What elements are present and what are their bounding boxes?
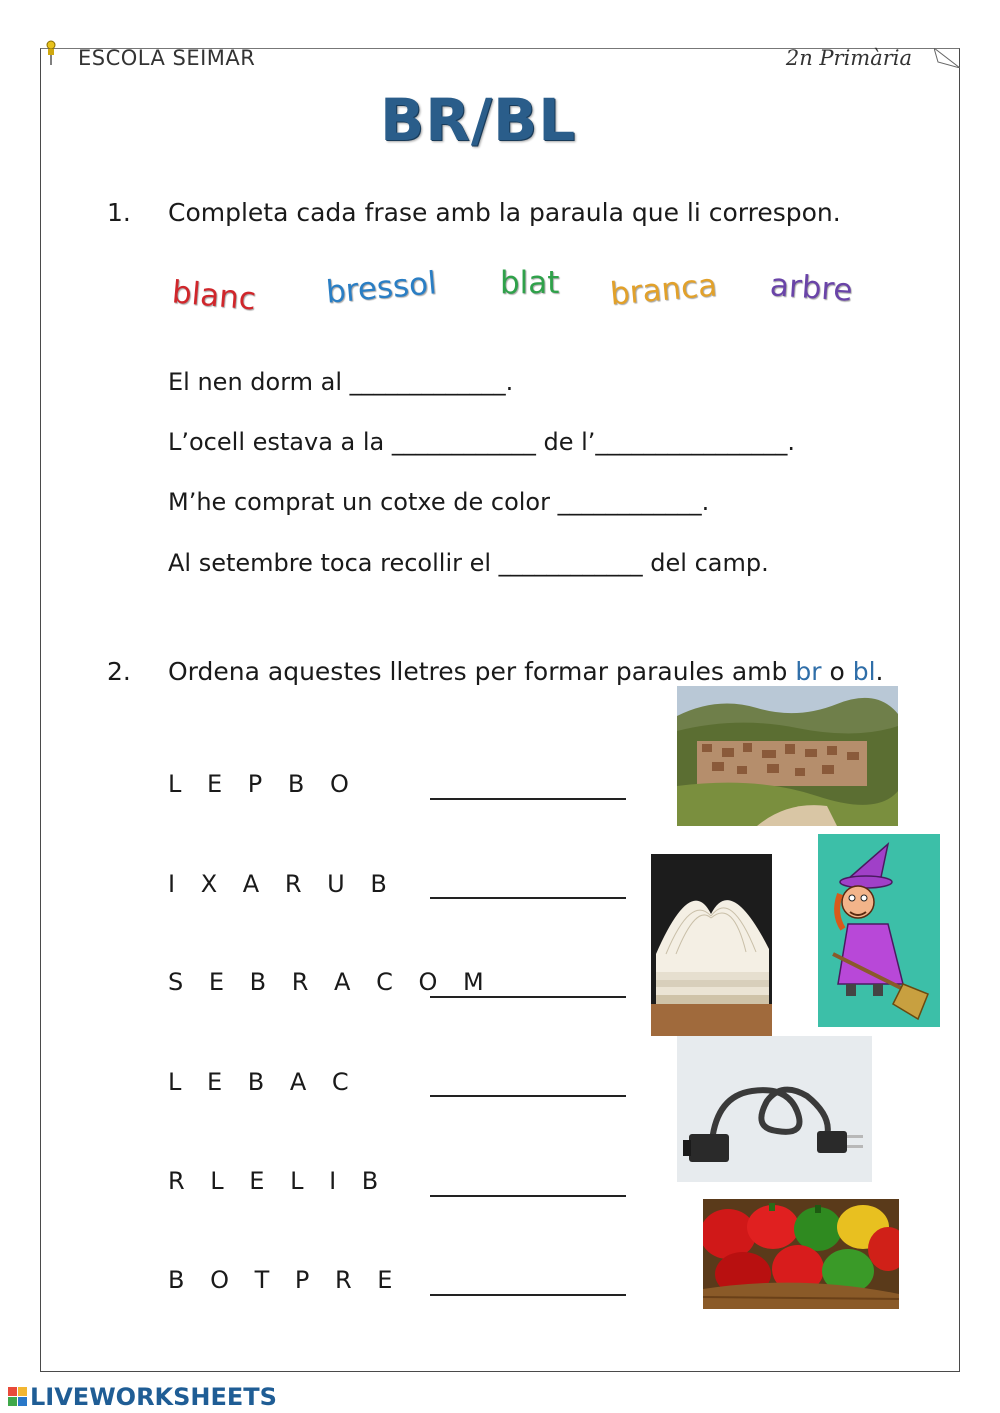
scrambled-word: L E B A C [168, 1068, 358, 1096]
scrambled-word: B O T P R E [168, 1266, 402, 1294]
scrambled-word: L E P B O [168, 770, 358, 798]
pin-icon [44, 40, 58, 66]
answer-line[interactable] [430, 1195, 626, 1197]
word-option: branca [608, 267, 719, 313]
scrambled-word: R L E L I B [168, 1167, 388, 1195]
fill-in-sentence[interactable]: L’ocell estava a la ____________ de l’________________. [168, 428, 796, 456]
scrambled-word: S E B R A C O M [168, 968, 493, 996]
village-photo [677, 686, 898, 826]
word-option: arbre [768, 267, 854, 309]
grade-label: 2n Primària [785, 46, 912, 70]
question-2-instruction: Ordena aquestes lletres per formar paraules amb br o bl. [168, 657, 884, 686]
witch-drawing [818, 834, 940, 1027]
peppers-photo [703, 1199, 899, 1309]
answer-line[interactable] [430, 996, 626, 998]
word-option: bressol [324, 265, 439, 311]
answer-line[interactable] [430, 798, 626, 800]
logo-mark-icon [8, 1387, 28, 1407]
liveworksheets-logo[interactable] [8, 1383, 277, 1411]
logo-text: LIVEWORKSHEETS [30, 1383, 277, 1411]
page-fold-icon [934, 48, 960, 68]
word-option: blat [500, 265, 560, 301]
word-option: blanc [170, 274, 258, 318]
answer-line[interactable] [430, 1294, 626, 1296]
fill-in-sentence[interactable]: M’he comprat un cotxe de color ____________. [168, 488, 710, 516]
fill-in-sentence[interactable]: El nen dorm al _____________. [168, 368, 514, 396]
fill-in-sentence[interactable]: Al setembre toca recollir el ____________ del camp. [168, 549, 769, 577]
school-name: ESCOLA SEIMAR [78, 46, 256, 70]
question-2-number: 2. [107, 657, 131, 686]
question-1-number: 1. [107, 198, 131, 227]
question-1-instruction: Completa cada frase amb la paraula que li correspon. [168, 198, 841, 227]
answer-line[interactable] [430, 897, 626, 899]
power-cable-photo [677, 1036, 872, 1182]
bl-highlight: bl [852, 657, 876, 686]
answer-line[interactable] [430, 1095, 626, 1097]
br-highlight: br [795, 657, 822, 686]
book-photo [651, 854, 772, 1036]
scrambled-word: I X A R U B [168, 870, 396, 898]
page-title: BR/BL [380, 86, 577, 154]
